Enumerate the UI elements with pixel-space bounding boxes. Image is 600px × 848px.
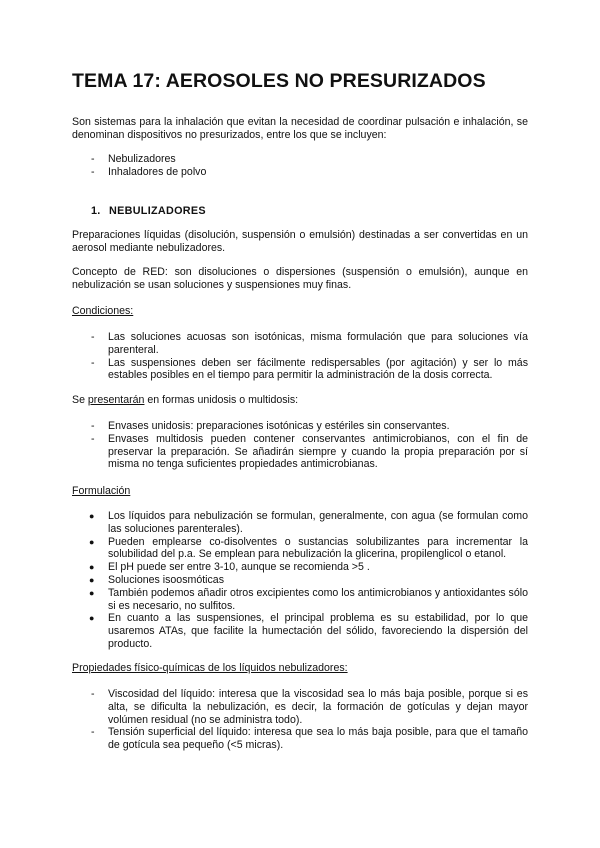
conditions-heading: Condiciones: [72,305,134,317]
presentation-keyword: presentarán [87,394,145,406]
list-item: - Nebulizadores [72,153,528,166]
formulation-heading: Formulación [72,485,131,497]
presentation-prefix: Se [72,394,88,406]
list-item: ● El pH puede ser entre 3-10, aunque se recomienda >5 . [72,561,528,574]
presentation-suffix: en formas unidosis o multidosis: [144,394,299,406]
list-item: - Tensión superficial del líquido: interesa que sea lo más baja posible, para que el tamaño de gotícula sea pequeño (<5 micras). [72,726,528,752]
presentation-paragraph [72,394,528,407]
list-item: ● Los líquidos para nebulización se formulan, generalmente, con agua (se formulan como las soluciones parenterales). [72,510,528,536]
properties-heading: Propiedades físico-químicas de los líquidos nebulizadores: [72,662,348,674]
list-item: - Inhaladores de polvo [72,166,528,179]
list-item: ● Soluciones isoosmóticas [72,574,528,587]
intro-list [72,153,528,179]
section-title: NEBULIZADORES [109,205,206,217]
section-heading [91,205,206,217]
page-title: TEMA 17: AEROSOLES NO PRESURIZADOS [72,70,486,92]
presentations-list [72,420,528,471]
definition-paragraph: Preparaciones líquidas (disolución, suspensión o emulsión) destinadas a ser convertidas en un aerosol mediante nebulizadores. [72,229,528,254]
concept-paragraph: Concepto de RED: son disoluciones o dispersiones (suspensión o emulsión), aunque en nebulización se usan soluciones y suspensiones muy finas. [72,266,528,291]
list-item: - Las suspensiones deben ser fácilmente redispersables (por agitación) y ser lo más estables posibles en el tiempo para permitir la administración de la dosis correcta. [72,357,528,383]
list-item: ● Pueden emplearse co-disolventes o sustancias solubilizantes para incrementar la solubilidad del p.a. Se emplean para nebulización la glicerina, propilenglicol o etanol. [72,536,528,562]
intro-paragraph: Son sistemas para la inhalación que evitan la necesidad de coordinar pulsación e inhalación, se denominan dispositivos no presurizados, entre los que se incluyen: [72,116,528,141]
list-item: - Envases unidosis: preparaciones isotónicas y estériles sin conservantes. [72,420,528,433]
conditions-list [72,331,528,382]
section-number: 1. [91,205,101,217]
list-item: ● También podemos añadir otros excipientes como los antimicrobianos y antioxidantes sólo si es necesario, no sulfitos. [72,587,528,613]
formulation-list [72,510,528,651]
list-item: - Viscosidad del líquido: interesa que la viscosidad sea lo más baja posible, porque si es alta, se dificulta la nebulización, es decir, la formación de gotículas y dejan mayor volúmen residual (no se administra todo). [72,688,528,726]
properties-list [72,688,528,752]
list-item: - Las soluciones acuosas son isotónicas, misma formulación que para soluciones vía parenteral. [72,331,528,357]
list-item: ● En cuanto a las suspensiones, el principal problema es su estabilidad, por lo que usaremos ATAs, que facilite la humectación del sólido, favoreciendo la dispersión del producto. [72,612,528,650]
list-item: - Envases multidosis pueden contener conservantes antimicrobianos, con el fin de preservar la preparación. Se añadirán siempre y cuando la propia preparación por sí misma no tenga suficientes propiedades antimicrobianas. [72,433,528,471]
